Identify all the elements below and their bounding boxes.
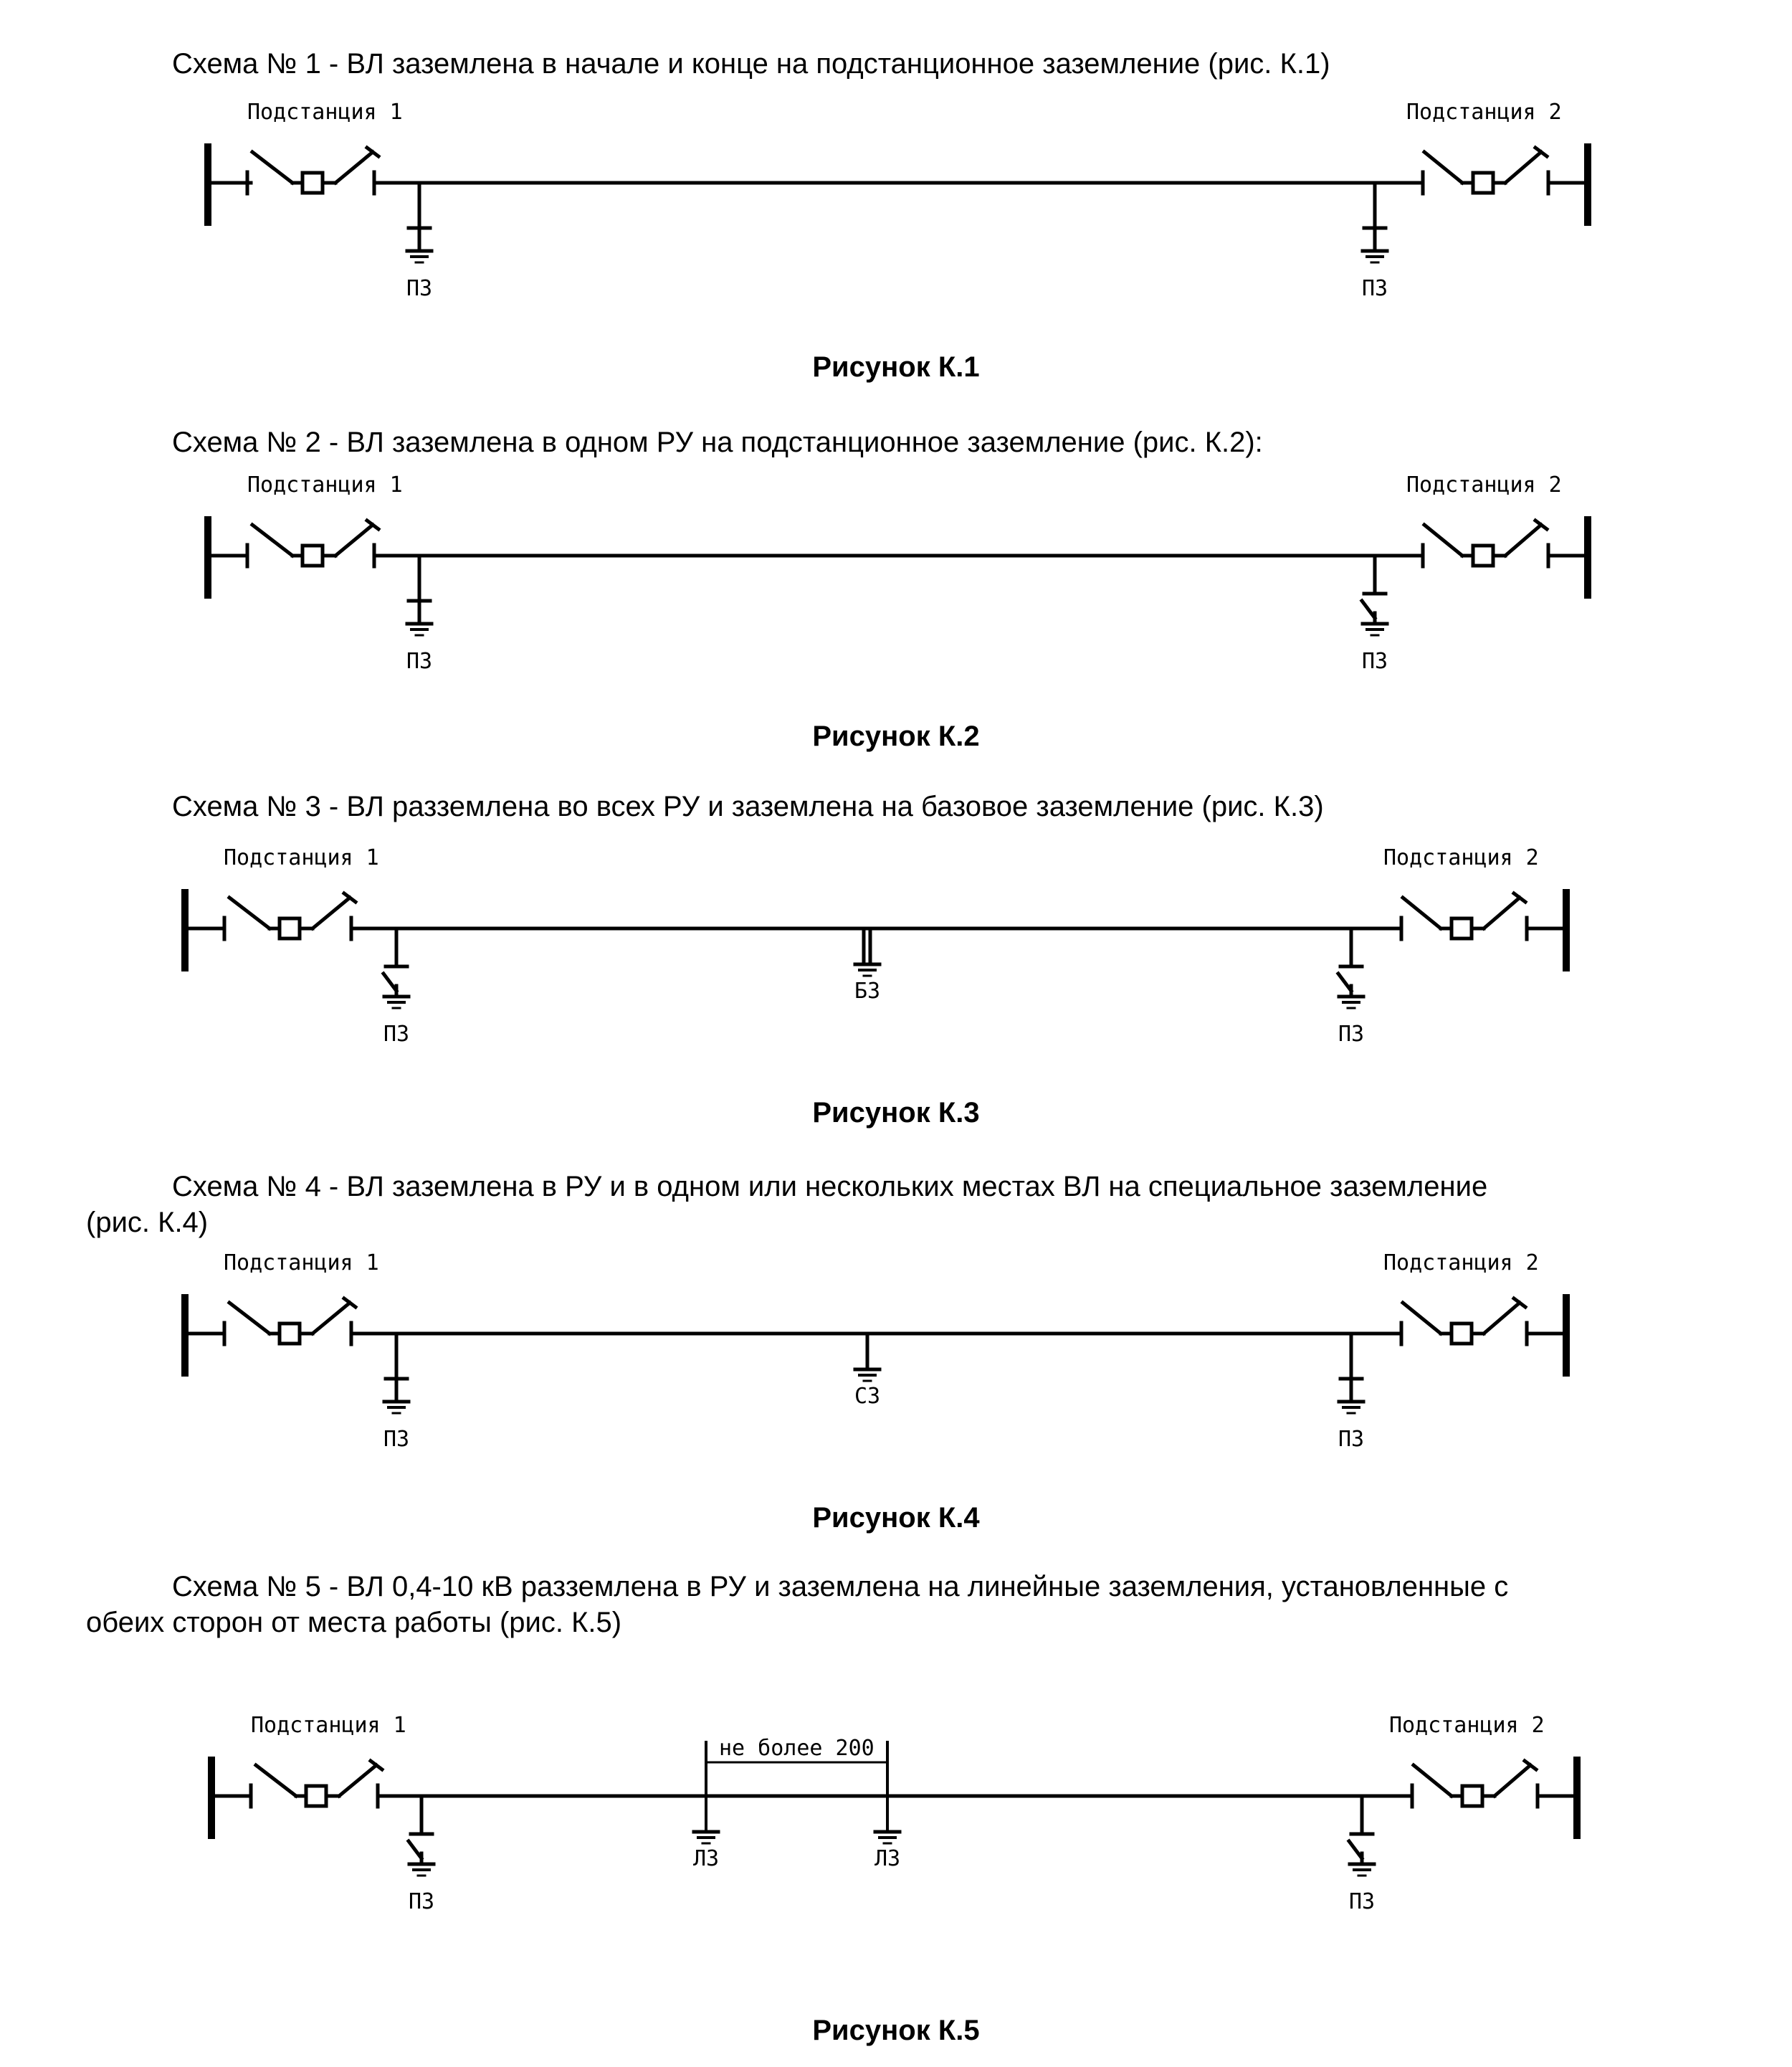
- scheme-3-ground-3: [1338, 928, 1363, 1008]
- scheme-5-ground-3: [875, 1832, 900, 1843]
- scheme-1-diagram: [0, 93, 1792, 308]
- scheme-3-substation-left-label: Подстанция 1: [224, 845, 379, 870]
- scheme-5-substation-right-label: Подстанция 2: [1389, 1713, 1545, 1738]
- scheme-1-heading: Схема № 1 - ВЛ заземлена в начале и конце на подстанционное заземление (рис. К.1): [172, 48, 1330, 80]
- scheme-5-ground-3-label: ЛЗ: [874, 1846, 901, 1871]
- scheme-5-diagram: [0, 1706, 1792, 1921]
- scheme-1-substation-right-label: Подстанция 2: [1406, 100, 1562, 125]
- scheme-2-heading: Схема № 2 - ВЛ заземлена в одном РУ на подстанционное заземление (рис. К.2):: [172, 427, 1263, 458]
- scheme-4-ground-1-label: ПЗ: [383, 1427, 410, 1452]
- scheme-1-substation-right: [1423, 147, 1588, 222]
- scheme-5-substation-left: [211, 1760, 382, 1835]
- scheme-2-ground-1: [407, 556, 432, 635]
- scheme-3-substation-right: [1401, 893, 1566, 968]
- scheme-4-substation-right: [1401, 1298, 1566, 1373]
- scheme-2-ground-2: [1362, 556, 1387, 635]
- scheme-1-substation-left-label: Подстанция 1: [247, 100, 403, 125]
- scheme-2-substation-right: [1423, 520, 1588, 595]
- scheme-5-ground-4-label: ПЗ: [1348, 1889, 1376, 1914]
- scheme-4-ground-2-label: СЗ: [854, 1384, 881, 1409]
- scheme-5-ground-2-label: ЛЗ: [692, 1846, 720, 1871]
- scheme-3-ground-1-label: ПЗ: [383, 1022, 410, 1047]
- scheme-3-ground-1: [383, 928, 409, 1008]
- scheme-5-ground-1-label: ПЗ: [408, 1889, 435, 1914]
- scheme-3-substation-right-label: Подстанция 2: [1383, 845, 1539, 870]
- scheme-2-substation-left: [208, 520, 378, 595]
- scheme-4-substation-left: [185, 1298, 356, 1373]
- scheme-5-ground-2: [694, 1832, 718, 1843]
- scheme-4-caption: Рисунок К.4: [812, 1502, 980, 1534]
- scheme-4-ground-3-label: ПЗ: [1338, 1427, 1365, 1452]
- scheme-4-substation-left-label: Подстанция 1: [224, 1250, 379, 1275]
- scheme-4-ground-3: [1339, 1334, 1363, 1413]
- scheme-5-ground-1: [409, 1796, 434, 1876]
- scheme-3-ground-2-label: БЗ: [854, 979, 881, 1004]
- scheme-1-ground-1-label: ПЗ: [406, 276, 433, 301]
- scheme-2-ground-2-label: ПЗ: [1361, 649, 1388, 674]
- scheme-3-ground-3-label: ПЗ: [1338, 1022, 1365, 1047]
- scheme-2-caption: Рисунок К.2: [812, 721, 980, 752]
- scheme-4-ground-1: [384, 1334, 409, 1413]
- scheme-5-ground-4: [1349, 1796, 1374, 1876]
- scheme-5-substation-right: [1412, 1760, 1577, 1835]
- scheme-1-ground-2: [1363, 183, 1387, 262]
- scheme-1-caption: Рисунок К.1: [812, 351, 980, 383]
- scheme-3-heading: Схема № 3 - ВЛ разземлена во всех РУ и заземлена на базовое заземление (рис. К.3): [172, 791, 1324, 822]
- scheme-5-substation-left-label: Подстанция 1: [251, 1713, 406, 1738]
- scheme-1-ground-2-label: ПЗ: [1361, 276, 1388, 301]
- scheme-3-ground-2: [855, 928, 880, 976]
- scheme-3-diagram: [0, 839, 1792, 1054]
- scheme-3-caption: Рисунок К.3: [812, 1097, 980, 1128]
- scheme-5-heading: Схема № 5 - ВЛ 0,4-10 кВ разземлена в РУ и заземлена на линейные заземления, установленные с обеих сторон от места работы (рис. К.5): [86, 1571, 1509, 1638]
- scheme-3-substation-left: [185, 893, 356, 968]
- scheme-4-ground-2: [855, 1334, 880, 1381]
- scheme-5-distance-label: не более 200: [719, 1736, 874, 1761]
- scheme-2-ground-1-label: ПЗ: [406, 649, 433, 674]
- scheme-4-diagram: [0, 1244, 1792, 1459]
- scheme-1-ground-1: [407, 183, 432, 262]
- scheme-4-substation-right-label: Подстанция 2: [1383, 1250, 1539, 1275]
- scheme-1-substation-left: [208, 147, 378, 222]
- scheme-5-caption: Рисунок К.5: [812, 2015, 980, 2046]
- scheme-2-substation-right-label: Подстанция 2: [1406, 472, 1562, 498]
- scheme-2-diagram: [0, 466, 1792, 681]
- scheme-2-substation-left-label: Подстанция 1: [247, 472, 403, 498]
- scheme-4-heading: Схема № 4 - ВЛ заземлена в РУ и в одном или нескольких местах ВЛ на специальное заземление (рис. К.4): [86, 1171, 1488, 1238]
